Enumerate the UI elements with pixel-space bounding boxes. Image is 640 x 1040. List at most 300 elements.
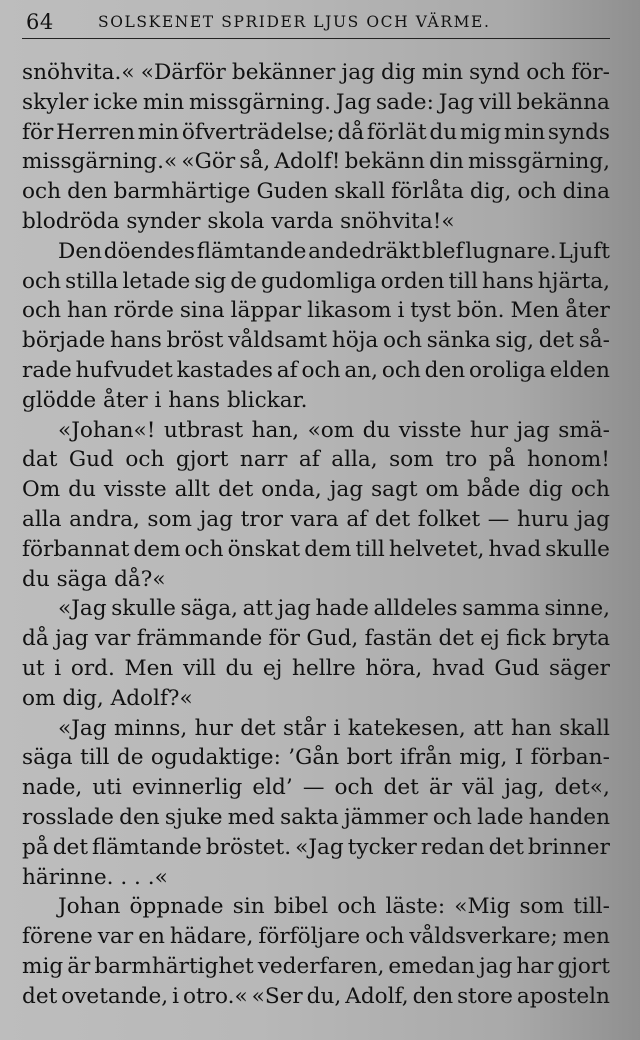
word: — bbox=[487, 506, 510, 532]
word: skulle bbox=[111, 596, 176, 622]
word: och bbox=[383, 328, 423, 354]
word: synd bbox=[469, 60, 521, 85]
word: ovetande, bbox=[61, 983, 169, 1009]
word: förföljare bbox=[258, 924, 361, 950]
word: min bbox=[503, 119, 546, 145]
word: barmhärtige bbox=[113, 179, 251, 205]
word: du säga då?« bbox=[22, 566, 166, 592]
word: lade bbox=[477, 804, 524, 830]
word: «Ser bbox=[251, 983, 303, 1009]
word: höra, bbox=[365, 655, 423, 681]
word: den bbox=[119, 804, 160, 830]
word: våldsverkare; bbox=[409, 924, 558, 950]
word: minns, bbox=[114, 715, 188, 741]
word: är bbox=[428, 775, 453, 801]
word: sakta bbox=[280, 804, 339, 830]
word: uti bbox=[92, 775, 122, 801]
text-line bbox=[22, 624, 610, 654]
word: som bbox=[519, 894, 565, 920]
word: Johan bbox=[58, 894, 121, 920]
word: är bbox=[67, 953, 91, 979]
word: med bbox=[227, 804, 275, 830]
word: det bbox=[488, 834, 524, 860]
text-line bbox=[22, 118, 610, 148]
word: härinne. . . .« bbox=[22, 864, 168, 890]
text-line bbox=[22, 58, 610, 88]
word: det bbox=[383, 775, 419, 801]
running-title: SOLSKENET SPRIDER LJUS OCH VÄRME. bbox=[98, 13, 491, 31]
word: om bbox=[425, 477, 460, 503]
word: och bbox=[517, 179, 557, 205]
word: och bbox=[22, 179, 62, 205]
text-line bbox=[22, 773, 610, 803]
word: rörde bbox=[113, 298, 174, 324]
word: alla, bbox=[331, 447, 378, 473]
word: Adolf, bbox=[345, 983, 409, 1009]
word: smä- bbox=[558, 417, 610, 443]
word: tro bbox=[445, 447, 478, 473]
word: eld’ bbox=[252, 775, 293, 801]
text-line bbox=[22, 267, 610, 297]
word: och bbox=[22, 268, 62, 294]
word: bön. bbox=[456, 298, 505, 324]
word: jag bbox=[199, 506, 233, 532]
word: bekänna bbox=[516, 89, 610, 115]
word: så- bbox=[578, 328, 610, 354]
word: Jag bbox=[335, 89, 372, 115]
word: huru bbox=[516, 506, 569, 532]
word: att bbox=[242, 596, 273, 622]
word: då bbox=[337, 119, 365, 145]
text-line bbox=[22, 207, 610, 237]
word: ej bbox=[480, 626, 500, 652]
word: brinner bbox=[527, 834, 610, 860]
word: för- bbox=[571, 60, 610, 85]
word: står bbox=[283, 715, 326, 741]
word: ogudaktige: bbox=[150, 745, 281, 771]
text-line bbox=[22, 177, 610, 207]
word: ej bbox=[262, 655, 283, 681]
word: Herren bbox=[56, 119, 136, 145]
text-line bbox=[22, 565, 610, 595]
word: det bbox=[22, 983, 58, 1009]
text-line bbox=[22, 654, 610, 684]
word: missgärning, bbox=[467, 149, 610, 175]
word: främmande bbox=[136, 626, 263, 652]
word: flämtande bbox=[92, 834, 202, 860]
word: sig bbox=[194, 268, 227, 294]
word: Men bbox=[124, 655, 174, 681]
text-line bbox=[22, 296, 610, 326]
word: och bbox=[301, 357, 341, 383]
word: och bbox=[184, 536, 224, 562]
text-line bbox=[22, 892, 610, 922]
word: dat bbox=[22, 447, 58, 473]
word: både bbox=[467, 477, 521, 503]
word: oroliga bbox=[469, 357, 546, 383]
word: det bbox=[240, 715, 276, 741]
text-line bbox=[22, 88, 610, 118]
word: var bbox=[94, 626, 131, 652]
word: läppar bbox=[230, 298, 302, 324]
word: det bbox=[52, 834, 88, 860]
word: alldeles bbox=[373, 596, 458, 622]
word: sade: bbox=[376, 89, 434, 115]
word: kastades bbox=[176, 357, 273, 383]
word: Gud, bbox=[306, 626, 359, 652]
word: «Därför bbox=[140, 60, 226, 85]
word: du bbox=[225, 655, 254, 681]
word: gjort bbox=[557, 953, 610, 979]
word: min bbox=[137, 119, 180, 145]
word: bekänn bbox=[344, 149, 425, 175]
word: «Mig bbox=[454, 894, 511, 920]
word: hans bbox=[110, 328, 162, 354]
text-line bbox=[22, 475, 610, 505]
word: Gud bbox=[494, 655, 540, 681]
word: till bbox=[448, 268, 478, 294]
word: «om bbox=[307, 417, 355, 443]
word: sinne, bbox=[544, 596, 610, 622]
word: gjort bbox=[175, 447, 229, 473]
paragraph bbox=[22, 714, 610, 893]
word: sjuke bbox=[164, 804, 223, 830]
word: de bbox=[116, 745, 144, 771]
word: till bbox=[355, 536, 385, 562]
word: I bbox=[514, 745, 524, 771]
word: tror bbox=[240, 506, 283, 532]
word: vara bbox=[290, 506, 339, 532]
word: säga bbox=[22, 745, 73, 771]
word: åter bbox=[565, 298, 610, 324]
word: jag bbox=[277, 596, 311, 622]
word: af bbox=[276, 357, 298, 383]
word: fick bbox=[506, 626, 546, 652]
word: rade bbox=[22, 357, 72, 383]
word: hjärta, bbox=[537, 268, 610, 294]
word: han, bbox=[251, 417, 300, 443]
word: väl bbox=[462, 775, 495, 801]
page-header bbox=[22, 4, 610, 39]
word: synds bbox=[547, 119, 610, 145]
word: missgärning. bbox=[189, 89, 332, 115]
word: sagt bbox=[371, 477, 418, 503]
word: Men bbox=[510, 298, 560, 324]
word: bröst bbox=[166, 328, 224, 354]
word: dina bbox=[562, 179, 610, 205]
word: evinnerlig bbox=[131, 775, 243, 801]
word: snöhvita.« bbox=[22, 60, 135, 85]
word: Gud bbox=[68, 447, 114, 473]
word: öfverträdelse; bbox=[181, 119, 335, 145]
word: förban- bbox=[530, 745, 610, 771]
word: det bbox=[374, 506, 411, 532]
word: så, bbox=[239, 149, 271, 175]
word: handen bbox=[528, 804, 610, 830]
word: vill bbox=[182, 655, 216, 681]
word: mig bbox=[22, 953, 64, 979]
word: förlät bbox=[366, 119, 427, 145]
word: bröstet. bbox=[205, 834, 292, 860]
text-line bbox=[22, 147, 610, 177]
word: jag bbox=[576, 506, 610, 532]
word: dig, bbox=[469, 179, 512, 205]
word: förene bbox=[22, 924, 93, 950]
word: folket bbox=[417, 506, 481, 532]
word: tyst bbox=[410, 298, 451, 324]
word: dig bbox=[528, 477, 563, 503]
word: döendes bbox=[103, 238, 195, 264]
word: du, bbox=[306, 983, 342, 1009]
word: till- bbox=[573, 894, 610, 920]
word: läste: bbox=[385, 894, 446, 920]
word: sig, bbox=[495, 328, 534, 354]
word: bort bbox=[346, 745, 393, 771]
word: ord. bbox=[70, 655, 115, 681]
word: hans bbox=[481, 268, 534, 294]
word: an, bbox=[344, 357, 378, 383]
word: helvetet, bbox=[388, 536, 485, 562]
word: blodröda synder skola varda snöhvita!« bbox=[22, 208, 455, 234]
word: rosslade bbox=[22, 804, 114, 830]
word: säga, bbox=[180, 596, 238, 622]
word: på bbox=[22, 834, 49, 860]
word: min bbox=[421, 60, 463, 85]
word: började bbox=[22, 328, 106, 354]
word: du bbox=[68, 477, 96, 503]
word: på bbox=[488, 447, 516, 473]
word: stilla bbox=[65, 268, 119, 294]
word: andedräkt bbox=[308, 238, 421, 264]
word: otro.« bbox=[182, 983, 248, 1009]
word: allt bbox=[174, 477, 210, 503]
text-line bbox=[22, 863, 610, 893]
paragraph bbox=[22, 237, 610, 416]
word: Adolf! bbox=[274, 149, 341, 175]
text-line bbox=[22, 714, 610, 744]
word: önskat bbox=[227, 536, 301, 562]
word: honom! bbox=[526, 447, 610, 473]
word: hädare, bbox=[169, 924, 254, 950]
word: och bbox=[570, 477, 610, 503]
word: onda, bbox=[261, 477, 322, 503]
word: icke bbox=[93, 89, 139, 115]
word: för bbox=[22, 119, 54, 145]
word: bibel bbox=[273, 894, 329, 920]
word: han bbox=[510, 715, 552, 741]
word: skall bbox=[334, 179, 386, 205]
word: visste bbox=[398, 417, 462, 443]
word: ’Gån bbox=[288, 745, 340, 771]
word: då bbox=[22, 626, 49, 652]
word: lugnare. bbox=[465, 238, 557, 264]
word: af bbox=[346, 506, 368, 532]
word: jag bbox=[516, 417, 550, 443]
text-line bbox=[22, 386, 610, 416]
word: den bbox=[67, 179, 108, 205]
word: Den bbox=[58, 238, 102, 264]
word: jämmer bbox=[343, 804, 428, 830]
word: det«, bbox=[554, 775, 610, 801]
word: letade bbox=[122, 268, 191, 294]
word: hufvudet bbox=[75, 357, 173, 383]
word: min bbox=[142, 89, 185, 115]
word: blef bbox=[422, 238, 464, 264]
word: hade bbox=[315, 596, 369, 622]
word: om dig, Adolf?« bbox=[22, 685, 193, 711]
word: som bbox=[389, 447, 434, 473]
word: har bbox=[516, 953, 554, 979]
word: det bbox=[438, 626, 474, 652]
text-line bbox=[22, 803, 610, 833]
word: jag bbox=[341, 60, 375, 85]
word: den bbox=[424, 357, 466, 383]
word: skyler bbox=[22, 89, 89, 115]
word: narr bbox=[239, 447, 288, 473]
word: du bbox=[362, 417, 391, 443]
word: de bbox=[230, 268, 257, 294]
paragraph bbox=[22, 892, 610, 1011]
word: aposteln bbox=[516, 983, 610, 1009]
word: nade, bbox=[22, 775, 83, 801]
word: i bbox=[172, 983, 179, 1009]
word: och bbox=[337, 894, 377, 920]
paragraph bbox=[22, 416, 610, 595]
word: och bbox=[381, 357, 421, 383]
word: hellre bbox=[292, 655, 356, 681]
word: sin bbox=[232, 894, 265, 920]
word: likasom bbox=[307, 298, 392, 324]
word: af bbox=[298, 447, 320, 473]
word: jag bbox=[478, 953, 513, 979]
text-line bbox=[22, 356, 610, 386]
word: höja bbox=[331, 328, 379, 354]
word: utbrast bbox=[163, 417, 244, 443]
word: dig bbox=[381, 60, 416, 85]
word: den bbox=[412, 983, 454, 1009]
word: fastän bbox=[364, 626, 433, 652]
word: redan bbox=[420, 834, 485, 860]
word: sina bbox=[179, 298, 225, 324]
word: store bbox=[457, 983, 513, 1009]
word: och bbox=[526, 60, 566, 85]
word: till bbox=[80, 745, 110, 771]
word: «Jag bbox=[295, 834, 344, 860]
word: emedan bbox=[388, 953, 475, 979]
word: dem bbox=[133, 536, 181, 562]
word: som bbox=[147, 506, 192, 532]
word: jag, bbox=[504, 775, 545, 801]
word: och bbox=[334, 775, 374, 801]
word: Guden bbox=[256, 179, 329, 205]
word: förbannat bbox=[22, 536, 130, 562]
word: för bbox=[268, 626, 300, 652]
text-line bbox=[22, 922, 610, 952]
word: «Jag bbox=[58, 715, 107, 741]
text-line bbox=[22, 445, 610, 475]
word: missgärning.« bbox=[22, 149, 178, 175]
word: det bbox=[217, 477, 254, 503]
paragraph bbox=[22, 594, 610, 713]
word: elden bbox=[549, 357, 610, 383]
word: — bbox=[302, 775, 325, 801]
word: hvad bbox=[431, 655, 485, 681]
word: ifrån bbox=[399, 745, 452, 771]
word: var bbox=[97, 924, 134, 950]
text-line bbox=[22, 416, 610, 446]
word: att bbox=[473, 715, 504, 741]
text-line bbox=[22, 505, 610, 535]
text-line bbox=[22, 833, 610, 863]
word: Om bbox=[22, 477, 61, 503]
paragraph bbox=[22, 58, 610, 237]
word: och bbox=[365, 924, 405, 950]
word: en bbox=[138, 924, 165, 950]
text-line bbox=[22, 594, 610, 624]
word: i bbox=[54, 655, 62, 681]
word: och bbox=[22, 298, 62, 324]
word: vill bbox=[478, 89, 512, 115]
word: mig bbox=[459, 119, 502, 145]
word: i bbox=[333, 715, 341, 741]
word: våldsamt bbox=[228, 328, 328, 354]
word: och bbox=[432, 804, 472, 830]
word: tycker bbox=[347, 834, 417, 860]
word: barmhärtighet bbox=[94, 953, 254, 979]
word: förlåta bbox=[391, 179, 464, 205]
word: bekänner bbox=[231, 60, 336, 85]
word: du bbox=[429, 119, 458, 145]
word: «Gör bbox=[181, 149, 236, 175]
text-line bbox=[22, 326, 610, 356]
word: och bbox=[125, 447, 165, 473]
word: bryta bbox=[552, 626, 610, 652]
word: hvad bbox=[488, 536, 542, 562]
word: alla bbox=[22, 506, 62, 532]
word: samma bbox=[462, 596, 540, 622]
word: det bbox=[538, 328, 574, 354]
text-line bbox=[22, 237, 610, 267]
word: andra, bbox=[69, 506, 140, 532]
word: ut bbox=[22, 655, 45, 681]
word: Jag bbox=[438, 89, 475, 115]
text-line bbox=[22, 684, 610, 714]
word: orden bbox=[380, 268, 445, 294]
word: Ljuft bbox=[558, 238, 610, 264]
word: mig, bbox=[459, 745, 508, 771]
text-line bbox=[22, 743, 610, 773]
word: han bbox=[66, 298, 108, 324]
word: men bbox=[562, 924, 610, 950]
word: jag bbox=[329, 477, 364, 503]
word: skall bbox=[559, 715, 610, 741]
word: katekesen, bbox=[347, 715, 466, 741]
word: «Johan«! bbox=[58, 417, 156, 443]
word: flämtande bbox=[196, 238, 307, 264]
word: öppnade bbox=[129, 894, 224, 920]
word: sänka bbox=[426, 328, 491, 354]
word: dem bbox=[304, 536, 352, 562]
word: i bbox=[397, 298, 405, 324]
word: hur bbox=[194, 715, 233, 741]
word: hur bbox=[469, 417, 509, 443]
word: säger bbox=[549, 655, 610, 681]
word: jag bbox=[55, 626, 89, 652]
word: gudomliga bbox=[260, 268, 377, 294]
body-text bbox=[22, 58, 610, 1012]
word: glödde åter i hans blickar. bbox=[22, 387, 308, 413]
word: visste bbox=[103, 477, 167, 503]
